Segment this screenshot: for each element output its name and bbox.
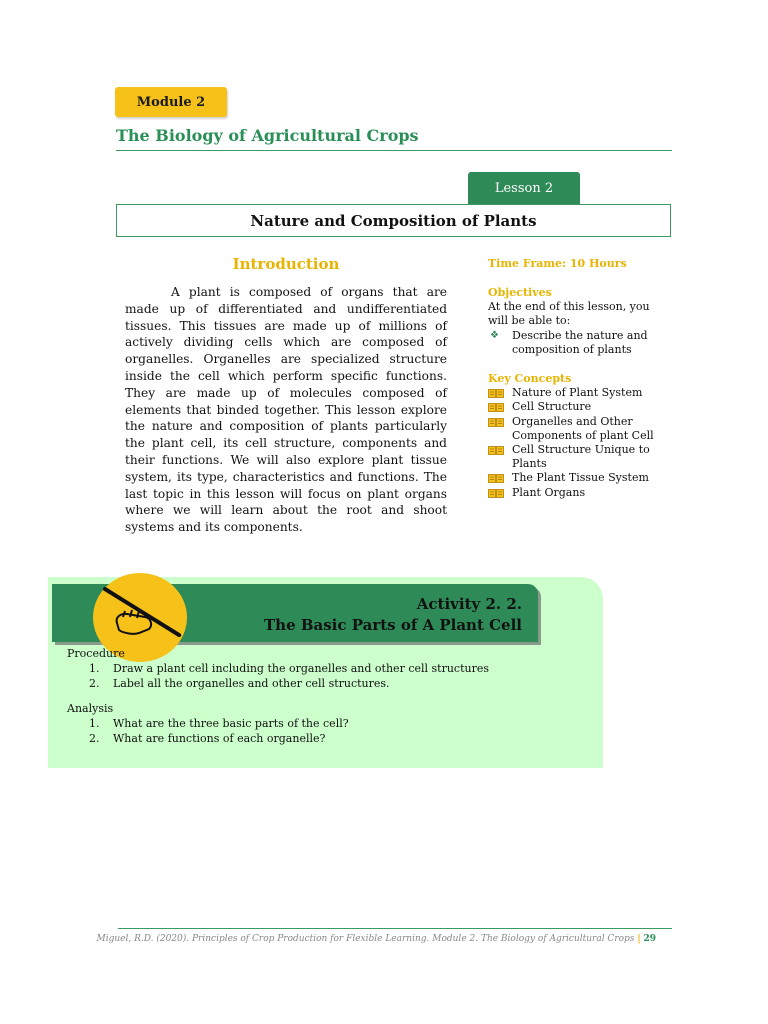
analysis-item: 2. What are functions of each organelle? <box>89 732 326 745</box>
module-title: The Biology of Agricultural Crops <box>116 126 419 145</box>
procedure-list <box>67 661 489 691</box>
procedure-section <box>67 646 489 691</box>
key-concept-item: Cell Structure <box>488 400 658 414</box>
objective-item: ❖ Describe the nature and composition of plants <box>490 328 648 356</box>
lesson-label: Lesson 2 <box>494 180 554 196</box>
objectives-intro: At the end of this lesson, you will be able to: <box>488 300 650 328</box>
diamond-bullet-icon: ❖ <box>490 329 499 341</box>
open-book-icon <box>488 474 504 483</box>
footer-divider <box>118 928 672 929</box>
analysis-section <box>67 701 349 746</box>
module-tab <box>115 87 227 117</box>
lesson-title-box <box>116 204 671 237</box>
footer-separator: | <box>637 934 641 944</box>
key-concepts-list <box>488 386 658 500</box>
objectives-heading: Objectives <box>488 286 552 299</box>
lesson-tab <box>468 172 580 204</box>
open-book-icon <box>488 389 504 398</box>
open-book-icon <box>488 446 504 455</box>
introduction-heading: Introduction <box>232 255 340 273</box>
objectives-list <box>488 329 658 357</box>
footer-citation: Miguel, R.D. (2020). Principles of Crop Production for Flexible Learning. Module 2. The Biology of Agricultural Crops <box>96 934 635 944</box>
footer <box>97 934 656 944</box>
open-book-icon <box>488 489 504 498</box>
key-concepts-section <box>488 372 658 500</box>
procedure-item: 2. Label all the organelles and other cell structures. <box>89 677 390 690</box>
page-number: 29 <box>643 934 656 944</box>
key-concept-item: The Plant Tissue System <box>488 471 658 485</box>
analysis-list <box>67 716 349 746</box>
lesson-title: Nature and Composition of Plants <box>250 211 537 230</box>
analysis-item: 1. What are the three basic parts of the cell? <box>89 717 349 730</box>
module-label: Module 2 <box>136 94 206 110</box>
objectives-section <box>488 286 658 357</box>
procedure-item: 1. Draw a plant cell including the organelles and other cell structures <box>89 662 490 675</box>
header-divider <box>116 150 672 151</box>
open-book-icon <box>488 418 504 427</box>
analysis-heading: Analysis <box>67 702 114 715</box>
key-concept-item: Cell Structure Unique to Plants <box>488 443 658 471</box>
open-book-icon <box>488 403 504 412</box>
procedure-heading: Procedure <box>67 647 125 660</box>
time-frame: Time Frame: 10 Hours <box>488 257 627 270</box>
key-concept-item: Nature of Plant System <box>488 386 658 400</box>
activity-number: Activity 2. 2. <box>416 595 522 613</box>
activity-title-block <box>264 594 522 636</box>
activity-title: The Basic Parts of A Plant Cell <box>264 616 522 634</box>
introduction-body: A plant is composed of organs that are made up of differentiated and undifferentiated tissues. This tissues are made up of millions of actively dividing cells which are composed of organelles. Organelles are specialized structure inside the cell which perform specific functions. They are made up of molecules composed of elements that binded together. This lesson explore the nature and composition of plants particularly the plant cell, its cell structure, components and their functions. We will also explore plant tissue system, its type, characteristics and functions. The last topic in this lesson will focus on plant organs where we will learn about the root and shoot systems and its components. <box>125 285 447 535</box>
key-concept-item: Plant Organs <box>488 486 658 500</box>
key-concepts-heading: Key Concepts <box>488 372 572 385</box>
key-concept-item: Organelles and Other Components of plant Cell <box>488 415 658 443</box>
